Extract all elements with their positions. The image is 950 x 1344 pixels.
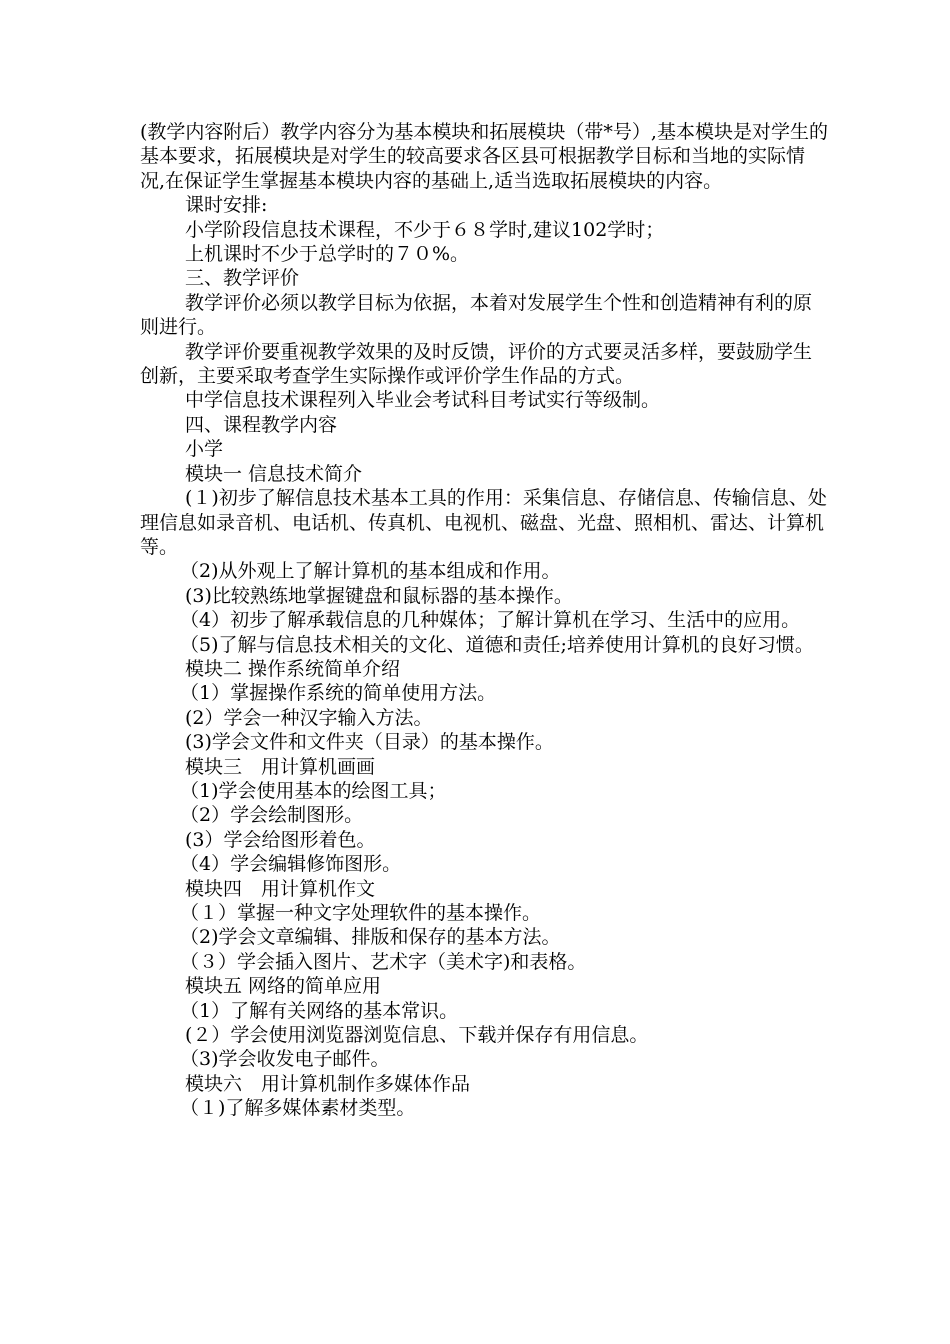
section-heading-content: 四、课程教学内容 — [185, 413, 338, 436]
module-1-title: 模块一 信息技术简介 — [185, 462, 363, 485]
module-3-item-4: （4）学会编辑修饰图形。 — [180, 853, 402, 876]
evaluation-paragraph-2: 教学评价要重视教学效果的及时反馈，评价的方式要灵活多样，要鼓励学生创新，主要采取考查学生实际操作或评价学生作品的方式。 — [140, 340, 813, 388]
primary-hours-line: 小学阶段信息技术课程，不少于６８学时,建议102学时； — [185, 218, 665, 241]
document-body — [140, 120, 830, 1121]
module-1-item-3: (3)比较熟练地掌握键盘和鼠标器的基本操作。 — [185, 584, 573, 607]
evaluation-paragraph-3: 中学信息技术课程列入毕业会考试科目考试实行等级制。 — [185, 389, 661, 412]
module-3-item-3: (3）学会给图形着色。 — [185, 828, 376, 851]
module-6-title: 模块六 用计算机制作多媒体作品 — [185, 1072, 471, 1095]
class-hours-heading: 课时安排: — [185, 194, 268, 217]
module-6-item-1: （１)了解多媒体素材类型。 — [180, 1097, 416, 1120]
intro-paragraph: (教学内容附后）教学内容分为基本模块和拓展模块（带*号）,基本模块是对学生的基本要求，拓展模块是对学生的较高要求各区县可根据教学目标和当地的实际情况,在保证学生掌握基本模块内容的基础上,适当选取拓展模块的内容。 — [140, 121, 828, 192]
module-4-item-1: （１）掌握一种文字处理软件的基本操作。 — [180, 902, 542, 924]
module-3-title: 模块三 用计算机画画 — [185, 755, 376, 778]
module-4-item-3: （３）学会插入图片、艺术字（美术字)和表格。 — [180, 950, 587, 973]
module-5-title: 模块五 网络的简单应用 — [185, 975, 382, 998]
module-5-item-1: （1）了解有关网络的基本常识。 — [180, 999, 459, 1022]
module-1-item-5: （5)了解与信息技术相关的文化、道德和责任;培养使用计算机的良好习惯。 — [180, 633, 814, 656]
section-heading-evaluation: 三、教学评价 — [185, 267, 300, 290]
module-1-item-1: (１)初步了解信息技术基本工具的作用：采集信息、存储信息、传输信息、处理信息如录音机、电话机、传真机、电视机、磁盘、光盘、照相机、雷达、计算机等。 — [140, 487, 827, 558]
module-2-item-2: (2）学会一种汉字输入方法。 — [185, 706, 433, 729]
module-4-item-2: （2)学会文章编辑、排版和保存的基本方法。 — [180, 926, 561, 949]
module-2-title: 模块二 操作系统简单介绍 — [185, 657, 401, 680]
lab-hours-line: 上机课时不少于总学时的７０%。 — [185, 243, 470, 266]
module-2-item-3: (3)学会文件和文件夹（目录）的基本操作。 — [185, 731, 554, 754]
subheading-primary: 小学 — [185, 438, 224, 461]
module-2-item-1: （1）掌握操作系统的简单使用方法。 — [180, 682, 497, 705]
evaluation-paragraph-1: 教学评价必须以教学目标为依据，本着对发展学生个性和创造精神有利的原则进行。 — [140, 291, 813, 339]
module-3-item-2: （2）学会绘制图形。 — [180, 804, 364, 827]
module-1-item-4: （4）初步了解承载信息的几种媒体；了解计算机在学习、生活中的应用。 — [180, 609, 801, 632]
module-5-item-2: (２）学会使用浏览器浏览信息、下载并保存有用信息。 — [185, 1024, 649, 1047]
module-5-item-3: （3)学会收发电子邮件。 — [180, 1048, 390, 1071]
module-1-item-2: （2)从外观上了解计算机的基本组成和作用。 — [180, 560, 561, 583]
module-4-title: 模块四 用计算机作文 — [185, 877, 376, 900]
module-3-item-1: （1)学会使用基本的绘图工具； — [180, 779, 447, 802]
